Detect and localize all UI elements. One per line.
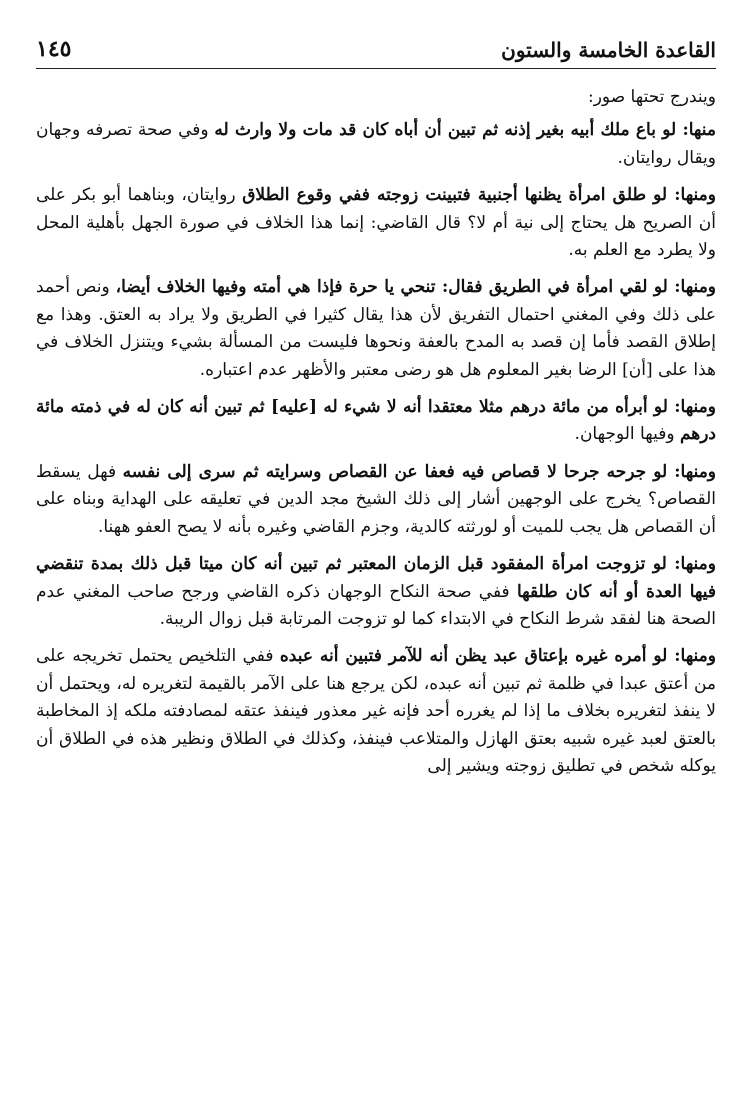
- paragraph-lead: ومنها: لو أبرأه من مائة درهم مثلا معتقدا أنه لا شيء له [عليه] ثم تبين أنه كان له في ذمته مائة درهم: [36, 397, 716, 445]
- paragraph: [36, 117, 716, 172]
- paragraph-text: فهل يسقط القصاص؟ يخرج على الوجهين أشار إلى ذلك الشيخ مجد الدين في تعليقه على الهداية وبناه على أن القصاص هل يجب للميت أو لورثته كالدية، وجزم القاضي وغيره بأنه لا يصح العفو ههنا.: [36, 461, 716, 537]
- paragraph: [36, 274, 716, 384]
- running-title: القاعدة الخامسة والستون: [501, 38, 716, 62]
- paragraph-lead: ومنها: لو تزوجت امرأة المفقود قبل الزمان المعتبر ثم تبين أنه كان ميتا قبل ذلك بمدة تنقضي فيها العدة أو أنه كان طلقها: [36, 554, 716, 602]
- paragraph-lead: ومنها: لو أمره غيره بإعتاق عبد يظن أنه للآمر فتبين أنه عبده: [279, 646, 716, 667]
- page-number: ١٤٥: [36, 36, 72, 62]
- paragraph-text: ففي صحة النكاح الوجهان ذكره القاضي ورجح صاحب المغني عدم الصحة هنا لفقد شرط النكاح في الابتداء كما لو تزوجت المرتابة قبل زوال الريبة.: [36, 581, 716, 629]
- paragraph-lead: ومنها: لو طلق امرأة يظنها أجنبية فتبينت زوجته ففي وقوع الطلاق: [242, 185, 716, 206]
- paragraph-text: روايتان، وبناهما أبو بكر على أن الصريح هل يحتاج إلى نية أم لا؟ قال القاضي: إنما هذا الخلاف في صورة الجهل بأهلية المحل ولا يطرد مع العلم به.: [36, 185, 716, 261]
- paragraph-text: ونص أحمد على ذلك وفي المغني احتمال التفريق لأن هذا يقال كثيرا في الطريق ولا يراد به العتق. وهذا مع إطلاق القصد فأما إن قصد به المدح بالعفة ونحوها فليست من المسألة بشيء ويتنزل الخلاف في هذا على [أن] الرضا بغير المعلوم هل هو رضى معتبر والأظهر عدم اعتباره.: [36, 277, 716, 380]
- paragraph-lead: ومنها: لو لقي امرأة في الطريق فقال: تنحي يا حرة فإذا هي أمته وفيها الخلاف أيضا،: [115, 277, 716, 298]
- paragraph-lead: ومنها: لو جرحه جرحا لا قصاص فيه فعفا عن القصاص وسرايته ثم سرى إلى نفسه: [122, 461, 716, 482]
- paragraph: [36, 394, 716, 449]
- paragraph: [36, 551, 716, 633]
- paragraph-text: وفيها الوجهان.: [574, 424, 680, 445]
- header-divider: [36, 68, 716, 69]
- paragraph: [36, 459, 716, 541]
- intro-line: ويندرج تحتها صور:: [588, 87, 716, 107]
- paragraph-text: ففي التلخيص يحتمل تخريجه على من أعتق عبدا في ظلمة ثم تبين أنه عبده، لكن يرجع هنا على الآمر بالقيمة لتغريره له، ويحتمل أن لا ينفذ لتغريره بخلاف ما إذا لم يغرره أحد فإنه غير معذور فينفذ عتقه لمصادفته ملكه إذ المخاطبة بالعتق لعبد غيره شبيه بعتق الهازل والمتلاعب فينفذ، وكذلك في الطلاق ونظير هذه في الطلاق أن يوكله شخص في تطليق زوجته ويشير إلى: [36, 646, 716, 776]
- paragraph: [36, 182, 716, 264]
- book-page: [36, 28, 716, 1078]
- page-body: [36, 84, 716, 784]
- paragraph-text: وفي صحة تصرفه وجهان ويقال روايتان.: [36, 120, 716, 168]
- page-header: [36, 28, 716, 66]
- paragraph: [36, 643, 716, 780]
- paragraph-lead: منها: لو باع ملك أبيه بغير إذنه ثم تبين أن أباه كان قد مات ولا وارث له: [214, 120, 716, 141]
